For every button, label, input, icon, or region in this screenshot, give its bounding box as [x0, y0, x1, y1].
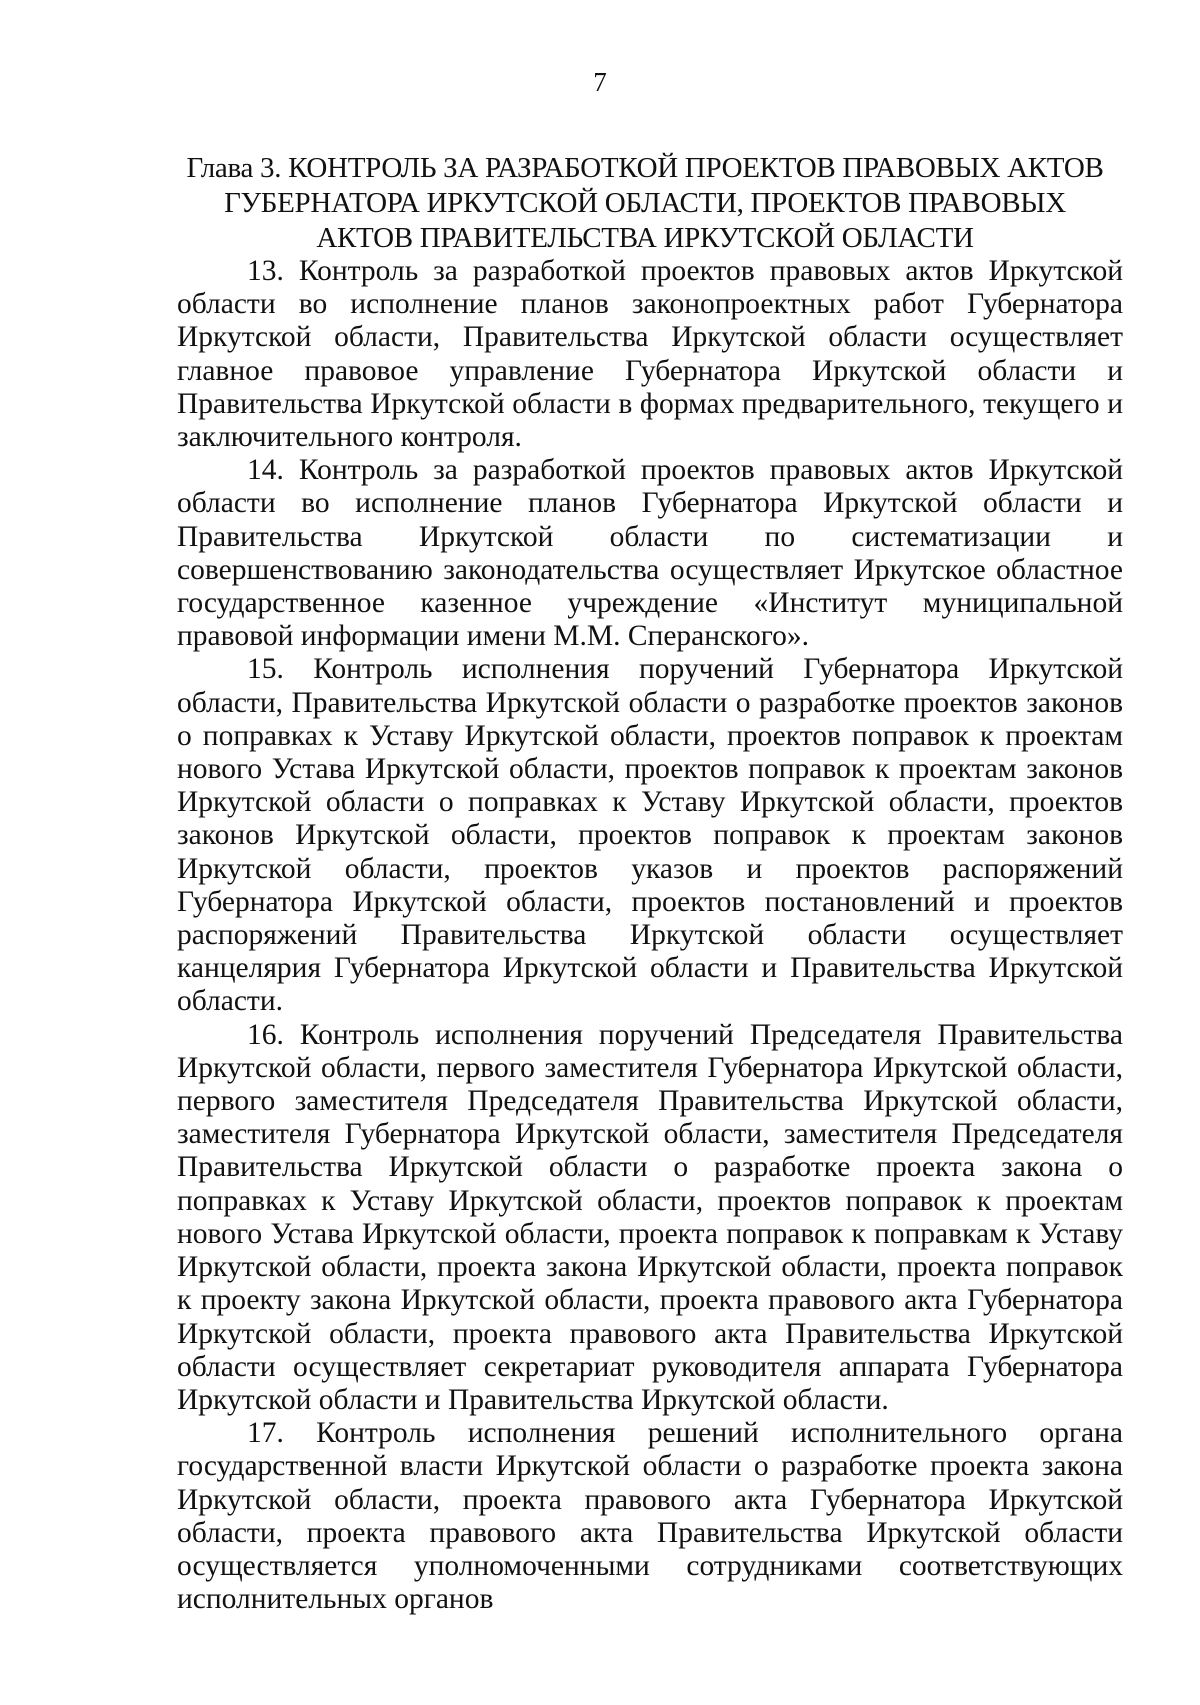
paragraph-15: 15. Контроль исполнения поручений Губернатора Иркутской области, Правительства Иркутской области о разработке проектов законов о поправках к Уставу Иркутской области, проектов поправок к проектам нового Устава Иркутской области, проектов поправок к проектам законов Иркутской области о поправках к Уставу Иркутской области, проектов законов Иркутской области, проектов поправок к проектам законов Иркутской области, проектов указов и проектов распоряжений Губернатора Иркутской области, проектов постановлений и проектов распоряжений Правительства Иркутской области осуществляет канцелярия Губернатора Иркутской области и Правительства Иркутской области. [177, 653, 1123, 1018]
page-number: 7 [593, 67, 607, 97]
chapter-title-line: ГУБЕРНАТОРА ИРКУТСКОЙ ОБЛАСТИ, ПРОЕКТОВ ПРАВОВЫХ [224, 187, 1066, 219]
paragraph-14: 14. Контроль за разработкой проектов правовых актов Иркутской области во исполнение планов Губернатора Иркутской области и Правительства Иркутской области по систематизации и совершенствованию законодательства осуществляет Иркутское областное государственное казенное учреждение «Институт муниципальной правовой информации имени М.М. Сперанского». [177, 454, 1123, 653]
paragraph-16: 16. Контроль исполнения поручений Председателя Правительства Иркутской области, первого заместителя Губернатора Иркутской области, первого заместителя Председателя Правительства Иркутской области, заместителя Губернатора Иркутской области, заместителя Председателя Правительства Иркутской области о разработке проекта закона о поправках к Уставу Иркутской области, проектов поправок к проектам нового Устава Иркутской области, проекта поправок к поправкам к Уставу Иркутской области, проекта закона Иркутской области, проекта поправок к проекту закона Иркутской области, проекта правового акта Губернатора Иркутской области, проекта правового акта Правительства Иркутской области осуществляет секретариат руководителя аппарата Губернатора Иркутской области и Правительства Иркутской области. [177, 1018, 1123, 1416]
document-body [177, 255, 1123, 1616]
chapter-title-line: АКТОВ ПРАВИТЕЛЬСТВА ИРКУТСКОЙ ОБЛАСТИ [316, 222, 974, 254]
paragraph-13: 13. Контроль за разработкой проектов правовых актов Иркутской области во исполнение планов законопроектных работ Губернатора Иркутской области, Правительства Иркутской области осуществляет главное правовое управление Губернатора Иркутской области и Правительства Иркутской области в формах предварительного, текущего и заключительного контроля. [177, 255, 1123, 454]
chapter-title-line: Глава 3. КОНТРОЛЬ ЗА РАЗРАБОТКОЙ ПРОЕКТОВ ПРАВОВЫХ АКТОВ [186, 152, 1104, 184]
paragraph-17: 17. Контроль исполнения решений исполнительного органа государственной власти Иркутской области о разработке проекта закона Иркутской области, проекта правового акта Губернатора Иркутской области, проекта правового акта Правительства Иркутской области осуществляется уполномоченными сотрудниками соответствующих исполнительных органов [177, 1417, 1123, 1616]
chapter-title [160, 151, 1130, 256]
